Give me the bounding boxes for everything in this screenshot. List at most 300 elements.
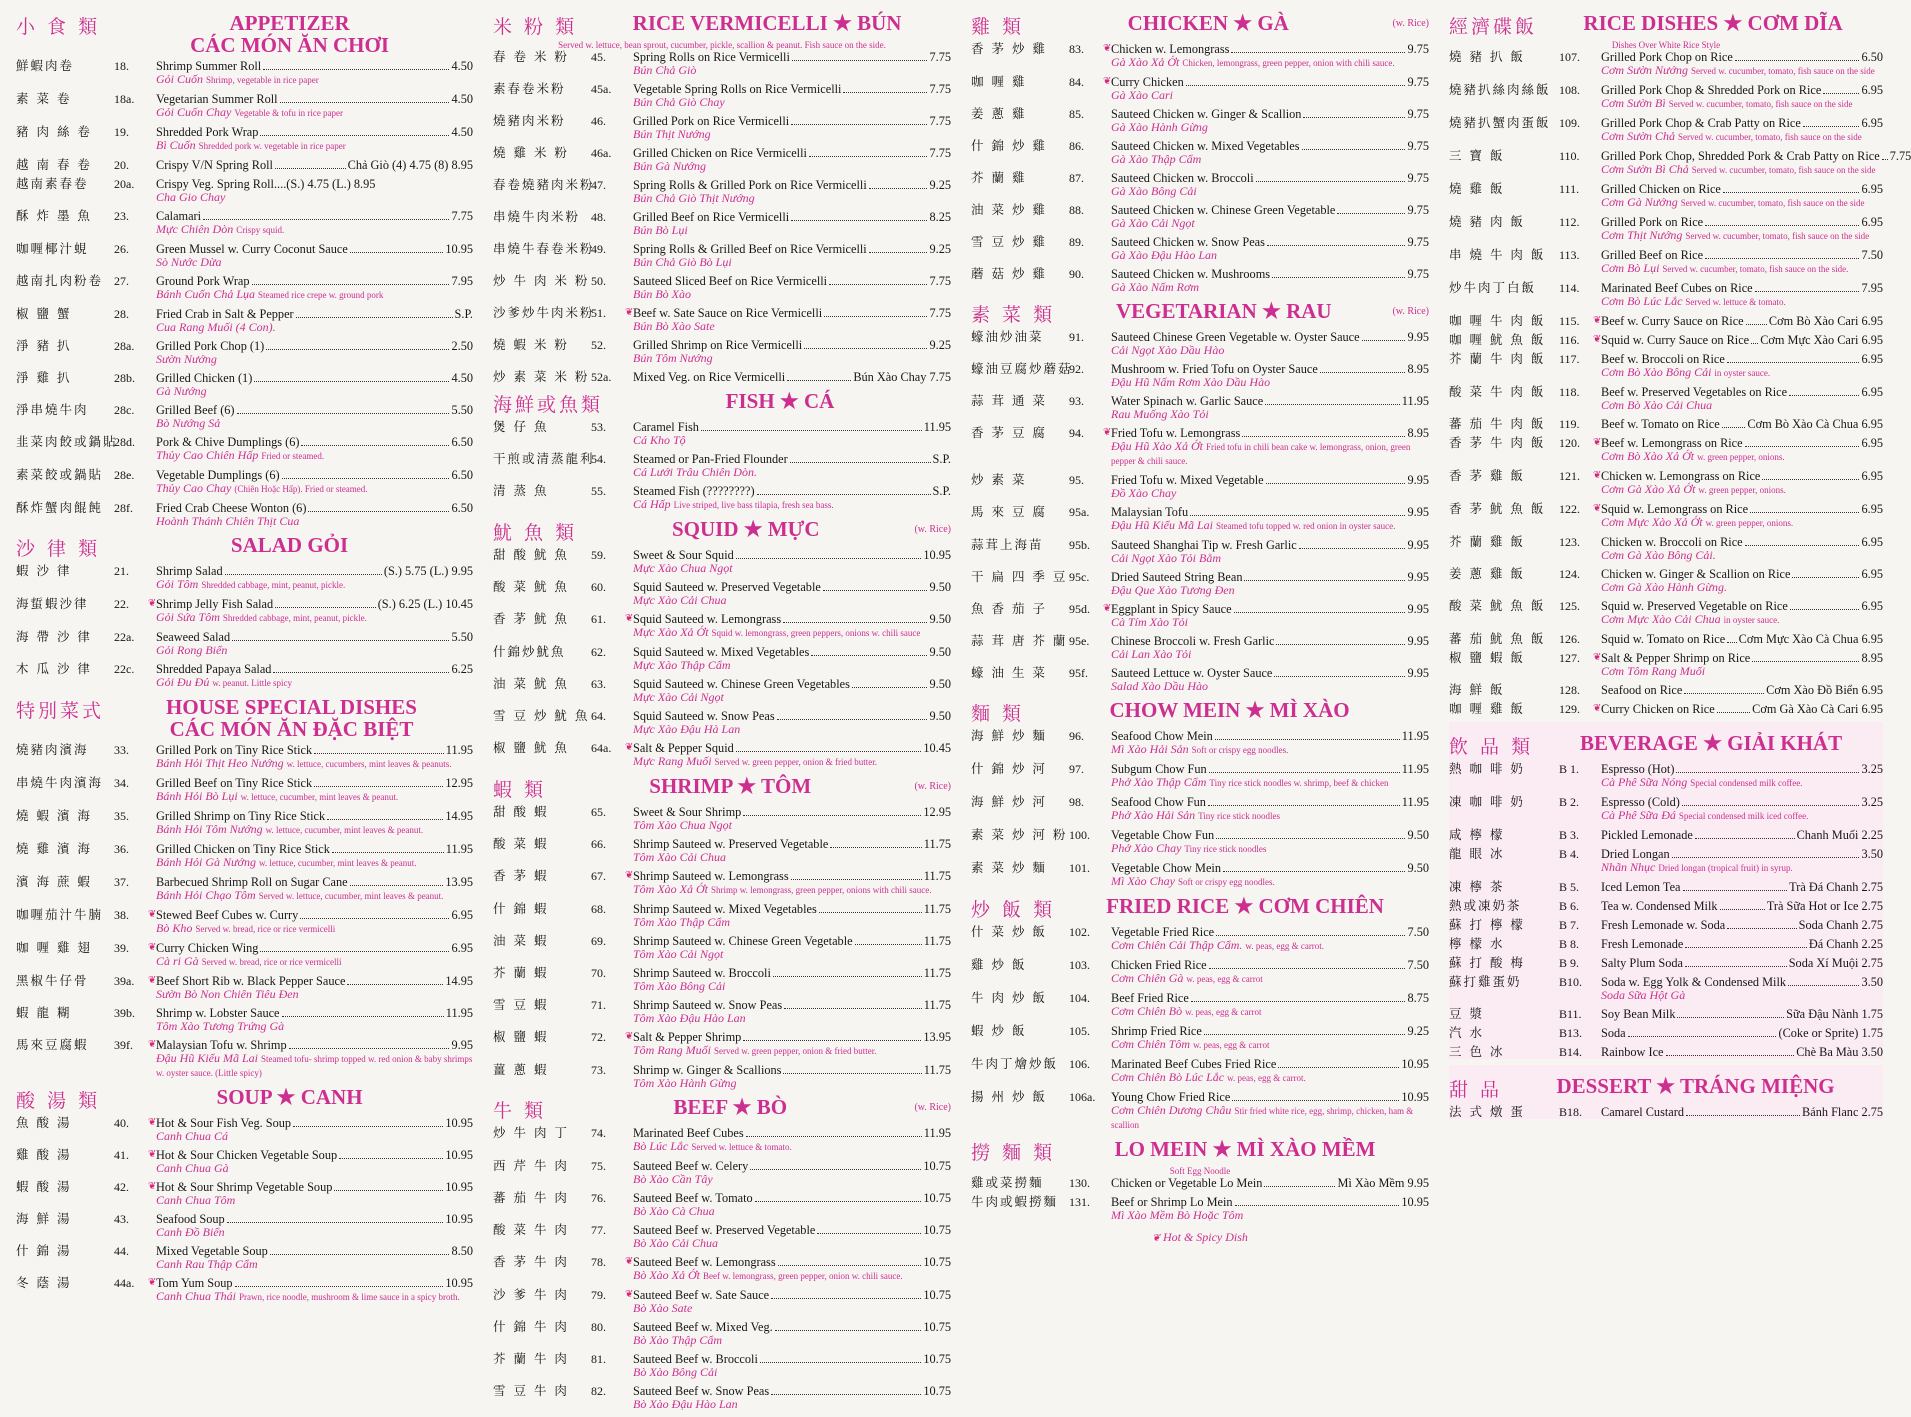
item-number: 90. xyxy=(1069,267,1084,281)
item-price: 10.95 xyxy=(1401,1195,1429,1209)
item-vietnamese-line xyxy=(1111,875,1429,889)
menu-item xyxy=(971,1024,1429,1052)
menu-item xyxy=(971,602,1429,629)
item-chinese-name: 酥炸蟹肉餛飩 xyxy=(16,500,104,515)
dot-leader xyxy=(1723,192,1860,193)
item-name-row xyxy=(156,307,473,321)
item-vietnamese-line xyxy=(1111,217,1429,230)
item-number: 95e. xyxy=(1069,634,1090,648)
menu-item xyxy=(1449,1026,1883,1040)
item-vietnamese-line xyxy=(1111,809,1429,823)
item-name: Beef w. Lemongrass on Rice xyxy=(1601,436,1743,450)
menu-item xyxy=(1449,333,1883,347)
chili-pepper-icon: ❦ xyxy=(1593,334,1602,345)
item-price: 10.75 xyxy=(923,1159,951,1173)
menu-item xyxy=(971,394,1429,421)
item-body xyxy=(156,743,473,771)
item-body xyxy=(1601,1045,1883,1059)
item-description: Served w. cucumber, tomato, fish sauce on the side. xyxy=(1662,264,1849,274)
item-price: S.P. xyxy=(932,452,951,466)
item-name: Grilled Shrimp on Tiny Rice Stick xyxy=(156,809,326,823)
item-vietnamese-name: Phở Xào Thập Cẩm xyxy=(1111,775,1207,789)
chili-pepper-icon: ❦ xyxy=(1593,703,1602,714)
item-chinese-name: 酸 菜 牛 肉 xyxy=(493,1222,569,1237)
item-vietnamese-line xyxy=(156,385,473,398)
item-number: 100. xyxy=(1069,828,1090,842)
menu-item xyxy=(16,435,473,463)
item-price: 4.50 xyxy=(451,59,473,73)
menu-item xyxy=(1449,248,1883,276)
item-body xyxy=(633,452,951,479)
item-description: Shrimp, vegetable in rice paper xyxy=(206,75,319,85)
item-vietnamese-name: Gỏi Sứa Tôm xyxy=(156,610,220,624)
item-body xyxy=(633,805,951,832)
menu-item xyxy=(493,420,951,447)
item-chinese-name: 濱 海 蔗 蝦 xyxy=(16,874,92,889)
dot-leader xyxy=(327,819,443,820)
menu-item xyxy=(16,630,473,657)
menu-item xyxy=(493,709,951,736)
item-vietnamese-line xyxy=(156,676,473,690)
item-chinese-name: 蒜 茸 通 菜 xyxy=(971,393,1047,408)
item-vietnamese-line xyxy=(633,723,951,736)
item-price: 11.75 xyxy=(923,934,951,948)
item-name-row xyxy=(1111,1090,1429,1104)
item-chinese-name: 牛肉丁燴炒飯 xyxy=(971,1056,1059,1071)
item-price: 10.95 xyxy=(445,242,473,256)
item-number: 19. xyxy=(114,125,129,139)
item-body xyxy=(633,1223,951,1250)
item-body xyxy=(633,998,951,1025)
dot-leader xyxy=(1320,372,1406,373)
item-number: 51. xyxy=(591,306,606,320)
item-chinese-name: 串燒牛肉米粉 xyxy=(493,209,581,224)
item-name-row xyxy=(1111,828,1429,842)
item-chinese-name: 咖喱茄汁牛腩 xyxy=(16,907,104,922)
item-name: Salt & Pepper Shrimp on Rice xyxy=(1601,651,1751,665)
dot-leader xyxy=(701,430,922,431)
item-name: Beef w. Preserved Vegetables on Rice xyxy=(1601,385,1788,399)
item-name: Sauteed Chicken w. Broccoli xyxy=(1111,171,1254,185)
section-title-main: RICE DISHES ★ CƠM DĨA xyxy=(1583,11,1843,35)
menu-item xyxy=(971,634,1429,661)
item-chinese-name: 三 色 冰 xyxy=(1449,1044,1505,1059)
item-vietnamese-name: Canh Chua Tôm xyxy=(156,1193,236,1207)
item-vietnamese-name: Bún Bò Lụi xyxy=(633,223,688,237)
item-price: 11.95 xyxy=(1401,394,1429,408)
item-number: 111. xyxy=(1559,182,1580,196)
item-number: 96. xyxy=(1069,729,1084,743)
item-vietnamese-name: Cơm Bò Lúc Lắc xyxy=(1601,294,1683,308)
menu-item xyxy=(16,403,473,430)
item-chinese-name: 香 茅 魷 魚 xyxy=(493,611,569,626)
item-body xyxy=(156,59,473,87)
item-body xyxy=(1111,861,1429,889)
item-name: Grilled Pork Chop & Shredded Pork on Rice xyxy=(1601,83,1822,97)
section-title-main: SALAD GỎI xyxy=(230,533,349,557)
item-chinese-name: 芥 蘭 雞 xyxy=(971,170,1027,185)
dot-leader xyxy=(314,786,443,787)
item-vietnamese-line xyxy=(1111,743,1429,757)
item-name: Chicken w. Ginger & Scallion on Rice xyxy=(1601,567,1791,581)
item-name-row xyxy=(633,114,951,128)
item-description: Served w. cucumber, tomato, fish sauce on the side xyxy=(1678,132,1862,142)
item-vietnamese-line xyxy=(156,1052,473,1080)
menu-item xyxy=(1449,417,1883,431)
section-header xyxy=(493,775,951,802)
item-name: Chinese Broccoli w. Fresh Garlic xyxy=(1111,634,1275,648)
dot-leader xyxy=(252,284,450,285)
item-description: w. lettuce, cucumber, mint leaves & peanut. xyxy=(265,825,424,835)
item-chinese-name: 檸 檬 水 xyxy=(1449,936,1505,951)
item-name-row xyxy=(156,1244,473,1258)
item-body xyxy=(1601,83,1883,111)
dot-leader xyxy=(270,1254,450,1255)
item-vietnamese-name: Tôm Xào Đậu Hào Lan xyxy=(633,1011,746,1025)
item-vietnamese-line xyxy=(1601,483,1883,497)
item-name-row xyxy=(1601,975,1883,989)
item-chinese-name: 咖 喱 雞 翅 xyxy=(16,940,92,955)
item-body xyxy=(156,125,473,153)
item-chinese-name: 魚 酸 湯 xyxy=(16,1115,72,1130)
item-number: 45a. xyxy=(591,82,612,96)
item-vietnamese-line xyxy=(156,353,473,366)
menu-item xyxy=(971,139,1429,166)
item-chinese-name: 串燒牛春卷米粉 xyxy=(493,241,595,256)
item-name: Espresso (Hot) xyxy=(1601,762,1675,776)
menu-item xyxy=(16,1006,473,1033)
item-chinese-name: 蕃 茄 牛 肉 xyxy=(493,1190,569,1205)
item-name: Sauteed Lettuce w. Oyster Sauce xyxy=(1111,666,1273,680)
item-body xyxy=(1601,248,1883,276)
item-vietnamese-name: Sườn Nướng xyxy=(156,352,217,366)
item-number: 108. xyxy=(1559,83,1580,97)
item-price: 9.75 xyxy=(1407,139,1429,153)
menu-item xyxy=(16,242,473,269)
item-vietnamese-name: Tôm Xào Tương Trứng Gà xyxy=(156,1019,285,1033)
item-vietnamese-line xyxy=(1111,185,1429,198)
item-number: 130. xyxy=(1069,1176,1090,1190)
item-vietnamese-line xyxy=(156,223,473,237)
menu-item xyxy=(16,564,473,592)
item-body xyxy=(156,1276,473,1304)
item-vietnamese-name: Cơm Thịt Nướng xyxy=(1601,228,1683,242)
item-vietnamese-name: Đậu Que Xào Tương Đen xyxy=(1111,583,1235,597)
item-body xyxy=(1111,1090,1429,1132)
menu-section xyxy=(16,12,473,528)
item-vietnamese-line xyxy=(156,139,473,153)
item-description: Served w. lettuce, cucumber, mint leaves & peanut. xyxy=(258,891,444,901)
item-number: 107. xyxy=(1559,50,1580,64)
section-header xyxy=(493,1096,951,1123)
item-name-row xyxy=(633,1191,951,1205)
item-number: 46a. xyxy=(591,146,612,160)
item-price: 9.75 xyxy=(1407,235,1429,249)
item-name-row xyxy=(633,1159,951,1173)
item-number: 69. xyxy=(591,934,606,948)
item-number: 34. xyxy=(114,776,129,790)
item-price: 9.75 xyxy=(1407,203,1429,217)
item-body xyxy=(1601,937,1883,951)
menu-item xyxy=(16,59,473,87)
menu-item xyxy=(971,1057,1429,1085)
item-price: (Coke or Sprite) 1.75 xyxy=(1778,1026,1883,1040)
chili-pepper-icon: ❦ xyxy=(625,1031,634,1042)
item-vietnamese-name: Bò Xào Xả Ớt xyxy=(633,1268,700,1282)
item-price: 9.95 xyxy=(451,1038,473,1052)
item-name: Curry Chicken xyxy=(1111,75,1184,89)
item-chinese-name: 椒 鹽 魷 魚 xyxy=(493,740,569,755)
item-name-row xyxy=(156,1116,473,1130)
item-vietnamese-line xyxy=(633,851,951,864)
item-chinese-name: 香 茅 雞 飯 xyxy=(1449,468,1525,483)
dot-leader xyxy=(1823,93,1859,94)
menu-item xyxy=(1449,469,1883,497)
item-name-row xyxy=(1111,203,1429,217)
item-chinese-name: 法 式 燉 蛋 xyxy=(1449,1104,1525,1119)
item-chinese-name: 蝦 沙 律 xyxy=(16,563,72,578)
item-vietnamese-name: Cơm Sườn Bì Chả xyxy=(1601,162,1689,176)
item-vietnamese-name: Cơm Mực Xào Xả Ớt xyxy=(1601,515,1703,529)
item-vietnamese-name: Mực Xào Chua Ngọt xyxy=(633,561,733,575)
item-name-row xyxy=(156,776,473,790)
item-name: Chicken w. Lemongrass on Rice xyxy=(1601,469,1761,483)
item-description: Steamed rice crepe w. ground pork xyxy=(258,290,384,300)
item-price: 6.50 xyxy=(1861,50,1883,64)
item-chinese-name: 燒 雞 米 粉 xyxy=(493,145,569,160)
item-vietnamese-name: Tôm Xào Cải Chua xyxy=(633,850,727,864)
item-name: Grilled Pork on Rice Vermicelli xyxy=(633,114,790,128)
item-price: 6.50 xyxy=(451,501,473,515)
item-chinese-name: 蒜 茸 唐 芥 蘭 xyxy=(971,633,1068,648)
item-chinese-name: 酥 炸 墨 魚 xyxy=(16,208,92,223)
item-chinese-name: 蠔油豆腐炒蘑菇 xyxy=(971,361,1073,376)
item-price: 12.95 xyxy=(923,805,951,819)
item-chinese-name: 芥 蘭 雞 飯 xyxy=(1449,534,1525,549)
item-name: Subgum Chow Fun xyxy=(1111,762,1207,776)
item-name: Shrimp Salad xyxy=(156,564,223,578)
dot-leader xyxy=(1272,277,1405,278)
item-vietnamese-line xyxy=(1601,613,1883,627)
item-chinese-name: 龍 眼 冰 xyxy=(1449,846,1505,861)
item-vietnamese-name: Bì Cuốn xyxy=(156,138,196,152)
item-chinese-name: 海 鮮 飯 xyxy=(1449,682,1505,697)
item-chinese-name: 汽 水 xyxy=(1449,1025,1484,1040)
section-title-main: LO MEIN ★ MÌ XÀO MỀM xyxy=(1114,1137,1376,1161)
item-number: 61. xyxy=(591,612,606,626)
item-chinese-name: 串燒牛肉濱海 xyxy=(16,775,104,790)
item-name: Steamed Fish (????????) xyxy=(633,484,755,498)
item-name: Steamed or Pan-Fried Flounder xyxy=(633,452,788,466)
dot-leader xyxy=(1762,479,1859,480)
item-number: 28f. xyxy=(114,501,133,515)
item-number: 92. xyxy=(1069,362,1084,376)
item-chinese-name: 煲 仔 魚 xyxy=(493,419,549,434)
item-number: 35. xyxy=(114,809,129,823)
menu-column xyxy=(1439,8,1911,1417)
item-name-row xyxy=(633,1030,951,1044)
item-body xyxy=(156,597,473,625)
item-number: 28a. xyxy=(114,339,135,353)
item-price: Cơm Bò Xào Cari 6.95 xyxy=(1768,314,1883,328)
dot-leader xyxy=(755,1201,922,1202)
item-body xyxy=(633,1191,951,1218)
item-body xyxy=(1601,215,1883,243)
menu-item xyxy=(971,1090,1429,1132)
section-rice-note: (w. Rice) xyxy=(914,781,951,792)
item-price: 9.25 xyxy=(929,338,951,352)
item-chinese-name: 什 錦 牛 肉 xyxy=(493,1319,569,1334)
item-chinese-name: 鮮蝦肉卷 xyxy=(16,58,75,73)
menu-item xyxy=(971,861,1429,889)
item-description: Served w. green pepper, onion & fried butter. xyxy=(714,1046,877,1056)
item-price: 10.95 xyxy=(445,1116,473,1130)
dot-leader xyxy=(809,156,928,157)
item-description: Steamed tofu topped w. red onion in oyster sauce. xyxy=(1216,521,1396,531)
item-chinese-name: 燒 雞 濱 海 xyxy=(16,841,92,856)
menu-item xyxy=(16,908,473,936)
item-vietnamese-line xyxy=(1111,584,1429,597)
item-vietnamese-line xyxy=(633,1398,951,1411)
item-body xyxy=(1111,330,1429,357)
item-chinese-name: 燒 豬 肉 飯 xyxy=(1449,214,1525,229)
item-name: Sweet & Sour Squid xyxy=(633,548,734,562)
item-number: B 3. xyxy=(1559,828,1580,842)
item-number: 113. xyxy=(1559,248,1580,262)
menu-item xyxy=(1449,215,1883,243)
item-vietnamese-name: Cải Ngọt Xào Tỏi Bằm xyxy=(1111,551,1222,565)
item-chinese-name: 海 鮮 湯 xyxy=(16,1211,72,1226)
menu-item xyxy=(493,998,951,1025)
section-chinese-title: 甜 品 xyxy=(1449,1079,1503,1101)
item-vietnamese-name: Cá Kho Tộ xyxy=(633,433,686,447)
item-vietnamese-line xyxy=(633,562,951,575)
dot-leader xyxy=(792,60,928,61)
item-vietnamese-name: Cải Ngọt Xào Dầu Hào xyxy=(1111,343,1225,357)
item-chinese-name: 魚 香 茄 子 xyxy=(971,601,1047,616)
item-body xyxy=(1601,116,1883,144)
menu-item xyxy=(16,974,473,1001)
item-description: w. peas, egg & carrot xyxy=(1193,1040,1270,1050)
item-number: 116. xyxy=(1559,333,1580,347)
item-name-row xyxy=(633,146,951,160)
item-body xyxy=(1111,570,1429,597)
item-vietnamese-name: Mực Xào Thập Cẩm xyxy=(633,658,731,672)
item-vietnamese-line xyxy=(1111,616,1429,629)
item-price: 11.95 xyxy=(445,1006,473,1020)
item-name-row xyxy=(633,306,951,320)
item-chinese-name: 木 瓜 沙 律 xyxy=(16,661,92,676)
item-vietnamese-line xyxy=(1111,552,1429,565)
item-name: Grilled Chicken on Tiny Rice Stick xyxy=(156,842,330,856)
item-vietnamese-name: Đồ Xào Chay xyxy=(1111,486,1177,500)
item-name-row xyxy=(156,630,473,644)
section-title xyxy=(1539,732,1883,754)
dot-leader xyxy=(1223,871,1406,872)
menu-item xyxy=(493,1030,951,1058)
item-vietnamese-line xyxy=(156,1258,473,1271)
item-vietnamese-line xyxy=(1601,809,1883,823)
item-vietnamese-name: Mì Xào Mềm Bò Hoặc Tôm xyxy=(1111,1208,1244,1222)
item-price: 14.95 xyxy=(445,974,473,988)
item-chinese-name: 雞或菜撈麵 xyxy=(971,1175,1044,1190)
dot-leader xyxy=(1686,1115,1800,1116)
dot-leader xyxy=(1789,395,1859,396)
item-chinese-name: 芥 蘭 牛 肉 xyxy=(493,1351,569,1366)
item-number: B18. xyxy=(1559,1105,1583,1119)
dot-leader xyxy=(314,753,444,754)
item-body xyxy=(1601,436,1883,464)
menu-item xyxy=(1449,436,1883,464)
item-vietnamese-line xyxy=(1111,680,1429,693)
item-vietnamese-line xyxy=(1601,516,1883,530)
dot-leader xyxy=(1790,609,1860,610)
item-name-row xyxy=(633,741,951,755)
item-vietnamese-name: Cơm Mực Xào Cải Chua xyxy=(1601,612,1721,626)
item-number: 89. xyxy=(1069,235,1084,249)
item-vietnamese-line xyxy=(1111,648,1429,661)
dot-leader xyxy=(1684,693,1764,694)
item-name-row xyxy=(1111,330,1429,344)
menu-item xyxy=(493,1384,951,1411)
item-vietnamese-name: Cua Rang Muối (4 Con). xyxy=(156,320,276,334)
item-name-row xyxy=(1111,958,1429,972)
item-chinese-name: 雪 豆 炒 雞 xyxy=(971,234,1047,249)
item-chinese-name: 炒牛肉丁白飯 xyxy=(1449,280,1537,295)
chili-pepper-icon: ❦ xyxy=(1593,315,1602,326)
menu-item xyxy=(971,666,1429,693)
section-header xyxy=(971,895,1429,922)
item-vietnamese-line xyxy=(633,256,951,269)
item-name: Chicken w. Lemongrass xyxy=(1111,42,1230,56)
item-name: Shredded Papaya Salad xyxy=(156,662,272,676)
menu-item xyxy=(16,158,473,172)
item-body xyxy=(633,50,951,77)
item-body xyxy=(1601,975,1883,1002)
item-price: 11.95 xyxy=(1401,762,1429,776)
dot-leader xyxy=(791,124,927,125)
item-vietnamese-name: Cá Lưới Trâu Chiên Dòn. xyxy=(633,465,757,479)
item-chinese-name: 什錦炒魷魚 xyxy=(493,644,566,659)
item-name: Grilled Pork Chop, Shredded Pork & Crab Patty on Rice xyxy=(1601,149,1880,163)
item-price: 8.95 xyxy=(1407,362,1429,376)
item-vietnamese-name: Sò Nước Dừa xyxy=(156,255,222,269)
item-name-row xyxy=(1601,956,1883,970)
dot-leader xyxy=(1803,126,1860,127)
item-body xyxy=(156,177,473,204)
item-number: B13. xyxy=(1559,1026,1583,1040)
item-vietnamese-name: Gà Xào Cari xyxy=(1111,88,1174,102)
menu-item xyxy=(971,828,1429,856)
item-vietnamese-name: Gà Xào Đậu Hào Lan xyxy=(1111,248,1218,262)
menu-item xyxy=(493,1288,951,1315)
item-number: 26. xyxy=(114,242,129,256)
section-header xyxy=(16,12,473,56)
item-price: 9.50 xyxy=(1407,828,1429,842)
item-name-row xyxy=(156,339,473,353)
dot-leader xyxy=(743,815,921,816)
dot-leader xyxy=(852,687,928,688)
item-body xyxy=(1601,469,1883,497)
item-price: 5.50 xyxy=(451,630,473,644)
item-number: 47. xyxy=(591,178,606,192)
dot-leader xyxy=(1265,404,1400,405)
menu-item xyxy=(971,991,1429,1019)
chili-pepper-icon: ❦ xyxy=(1593,470,1602,481)
item-name: Dried Longan xyxy=(1601,847,1670,861)
item-vietnamese-line xyxy=(1111,776,1429,790)
dot-leader xyxy=(817,1233,921,1234)
